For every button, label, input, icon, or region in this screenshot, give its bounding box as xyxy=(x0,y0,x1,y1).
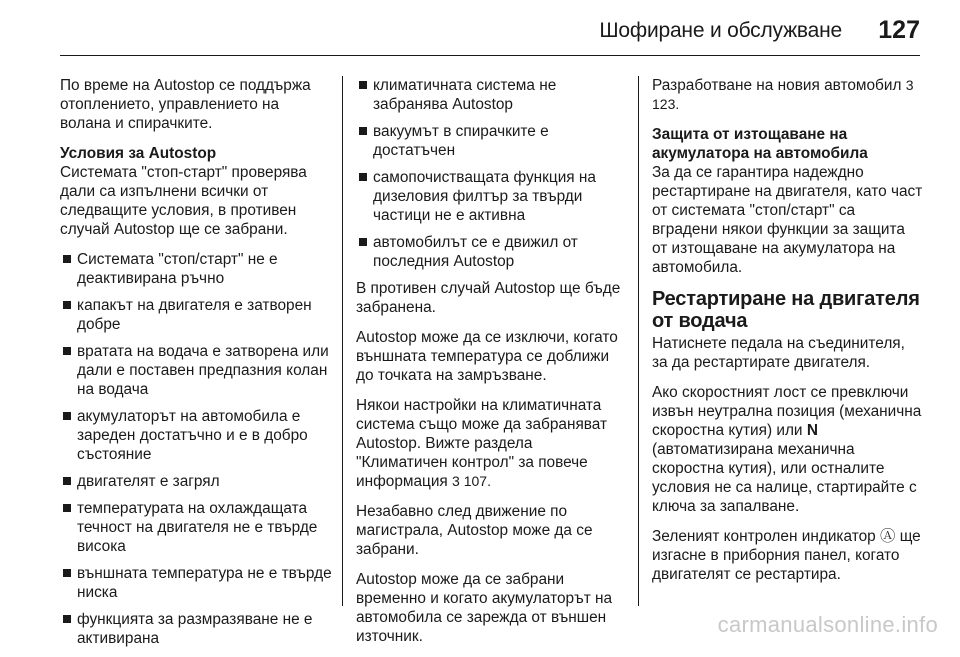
restart-heading: Рестартиране на двигателя от водача xyxy=(652,288,920,332)
column-2 xyxy=(356,76,628,657)
paragraph-text: Някои настройки на климатичната система също може да забраняват Autostop. Вижте раздела "Климатичен контрол" за повече информация xyxy=(356,397,608,490)
battery-heading: Защита от изтощаване на акумулатора на автомобила xyxy=(652,126,868,162)
chapter-title: Шофиране и обслужване xyxy=(599,19,842,42)
page-header xyxy=(0,0,960,58)
page-reference-link[interactable]: 3 107. xyxy=(452,473,491,489)
intro-paragraph: По време на Autostop се поддържа отоплението, управлението на волана и спирачките. xyxy=(60,77,311,132)
battery-section xyxy=(652,125,924,277)
paragraph: Незабавно след движение по магистрала, Autostop може да се забрани. xyxy=(356,503,593,558)
paragraph-text: (автоматизирана механична скоростна кутия), или остналите условия не са налице, стартирайте с ключа за запалване. xyxy=(652,441,917,515)
list-item: Системата "стоп/старт" не е деактивирана ръчно xyxy=(60,250,332,288)
list-item: вратата на водача е затворена или дали е поставен предпазния колан на водача xyxy=(60,342,332,399)
battery-text: За да се гарантира надеждно рестартиране на двигателя, като част от системата "стоп/старт" са вградени някои функции за защита от изтощаване на акумулатора на автомобила. xyxy=(652,164,923,276)
list-item: капакът на двигателя е затворен добре xyxy=(60,296,332,334)
list-item: акумулаторът на автомобила е зареден достатъчно и е в добро състояние xyxy=(60,407,332,464)
watermark: carmanualsonline.info xyxy=(717,612,938,637)
list-item: вакуумът в спирачките е достатъчен xyxy=(356,122,628,160)
paragraph: В противен случай Autostop ще бъде забранена. xyxy=(356,280,621,316)
list-item: температурата на охлаждащата течност на двигателя не е твърде висока xyxy=(60,499,332,556)
list-item: външната температура не е твърде ниска xyxy=(60,564,332,602)
conditions-list xyxy=(60,250,332,648)
list-item: климатичната система не забранява Autostop xyxy=(356,76,628,114)
conditions-list-continued xyxy=(356,76,628,271)
column-divider-1 xyxy=(342,76,343,606)
list-item: автомобилът се е движил от последния Autostop xyxy=(356,233,628,271)
restart-text: Натиснете педала на съединителя, за да рестартирате двигателя. xyxy=(652,335,905,371)
list-item: самопочистващата функция на дизеловия филтър за твърди частици не е активна xyxy=(356,168,628,225)
paragraph xyxy=(652,76,924,114)
paragraph-text: Ако скоростният лост се превключи извън неутрална позиция (механична скоростна кутия) или xyxy=(652,384,922,439)
list-item: двигателят е загрял xyxy=(60,472,332,491)
page-reference-link[interactable]: 3 123. xyxy=(652,77,914,112)
column-divider-2 xyxy=(638,76,639,606)
paragraph xyxy=(652,383,924,516)
paragraph-text: Зеленият контролен индикатор xyxy=(652,528,876,545)
conditions-section xyxy=(60,144,332,239)
page-number: 127 xyxy=(878,16,920,44)
conditions-heading: Условия за Autostop xyxy=(60,145,217,162)
paragraph-text: ще изгасне в приборния панел, когато двигателят се рестартира. xyxy=(652,528,921,583)
gear-letter: N xyxy=(806,422,818,439)
paragraph: Autostop може да се изключи, когато външната температура се доближи до точката на замръзване. xyxy=(356,329,618,384)
paragraph xyxy=(652,527,924,584)
list-item: функцията за размразяване не е активирана xyxy=(60,610,332,648)
paragraph xyxy=(356,396,628,491)
paragraph: Autostop може да се забрани временно и когато акумулаторът на автомобила се зарежда от външен източник. xyxy=(356,571,613,645)
column-3 xyxy=(652,76,924,595)
autostop-indicator-icon: Ⓐ xyxy=(880,528,896,545)
column-1 xyxy=(60,76,332,656)
header-divider xyxy=(60,55,920,56)
paragraph-text: Разработване на новия автомобил xyxy=(652,77,902,94)
conditions-text: Системата "стоп-старт" проверява дали са изпълнени всички от следващите условия, в противен случай Autostop ще се забрани. xyxy=(60,164,307,238)
